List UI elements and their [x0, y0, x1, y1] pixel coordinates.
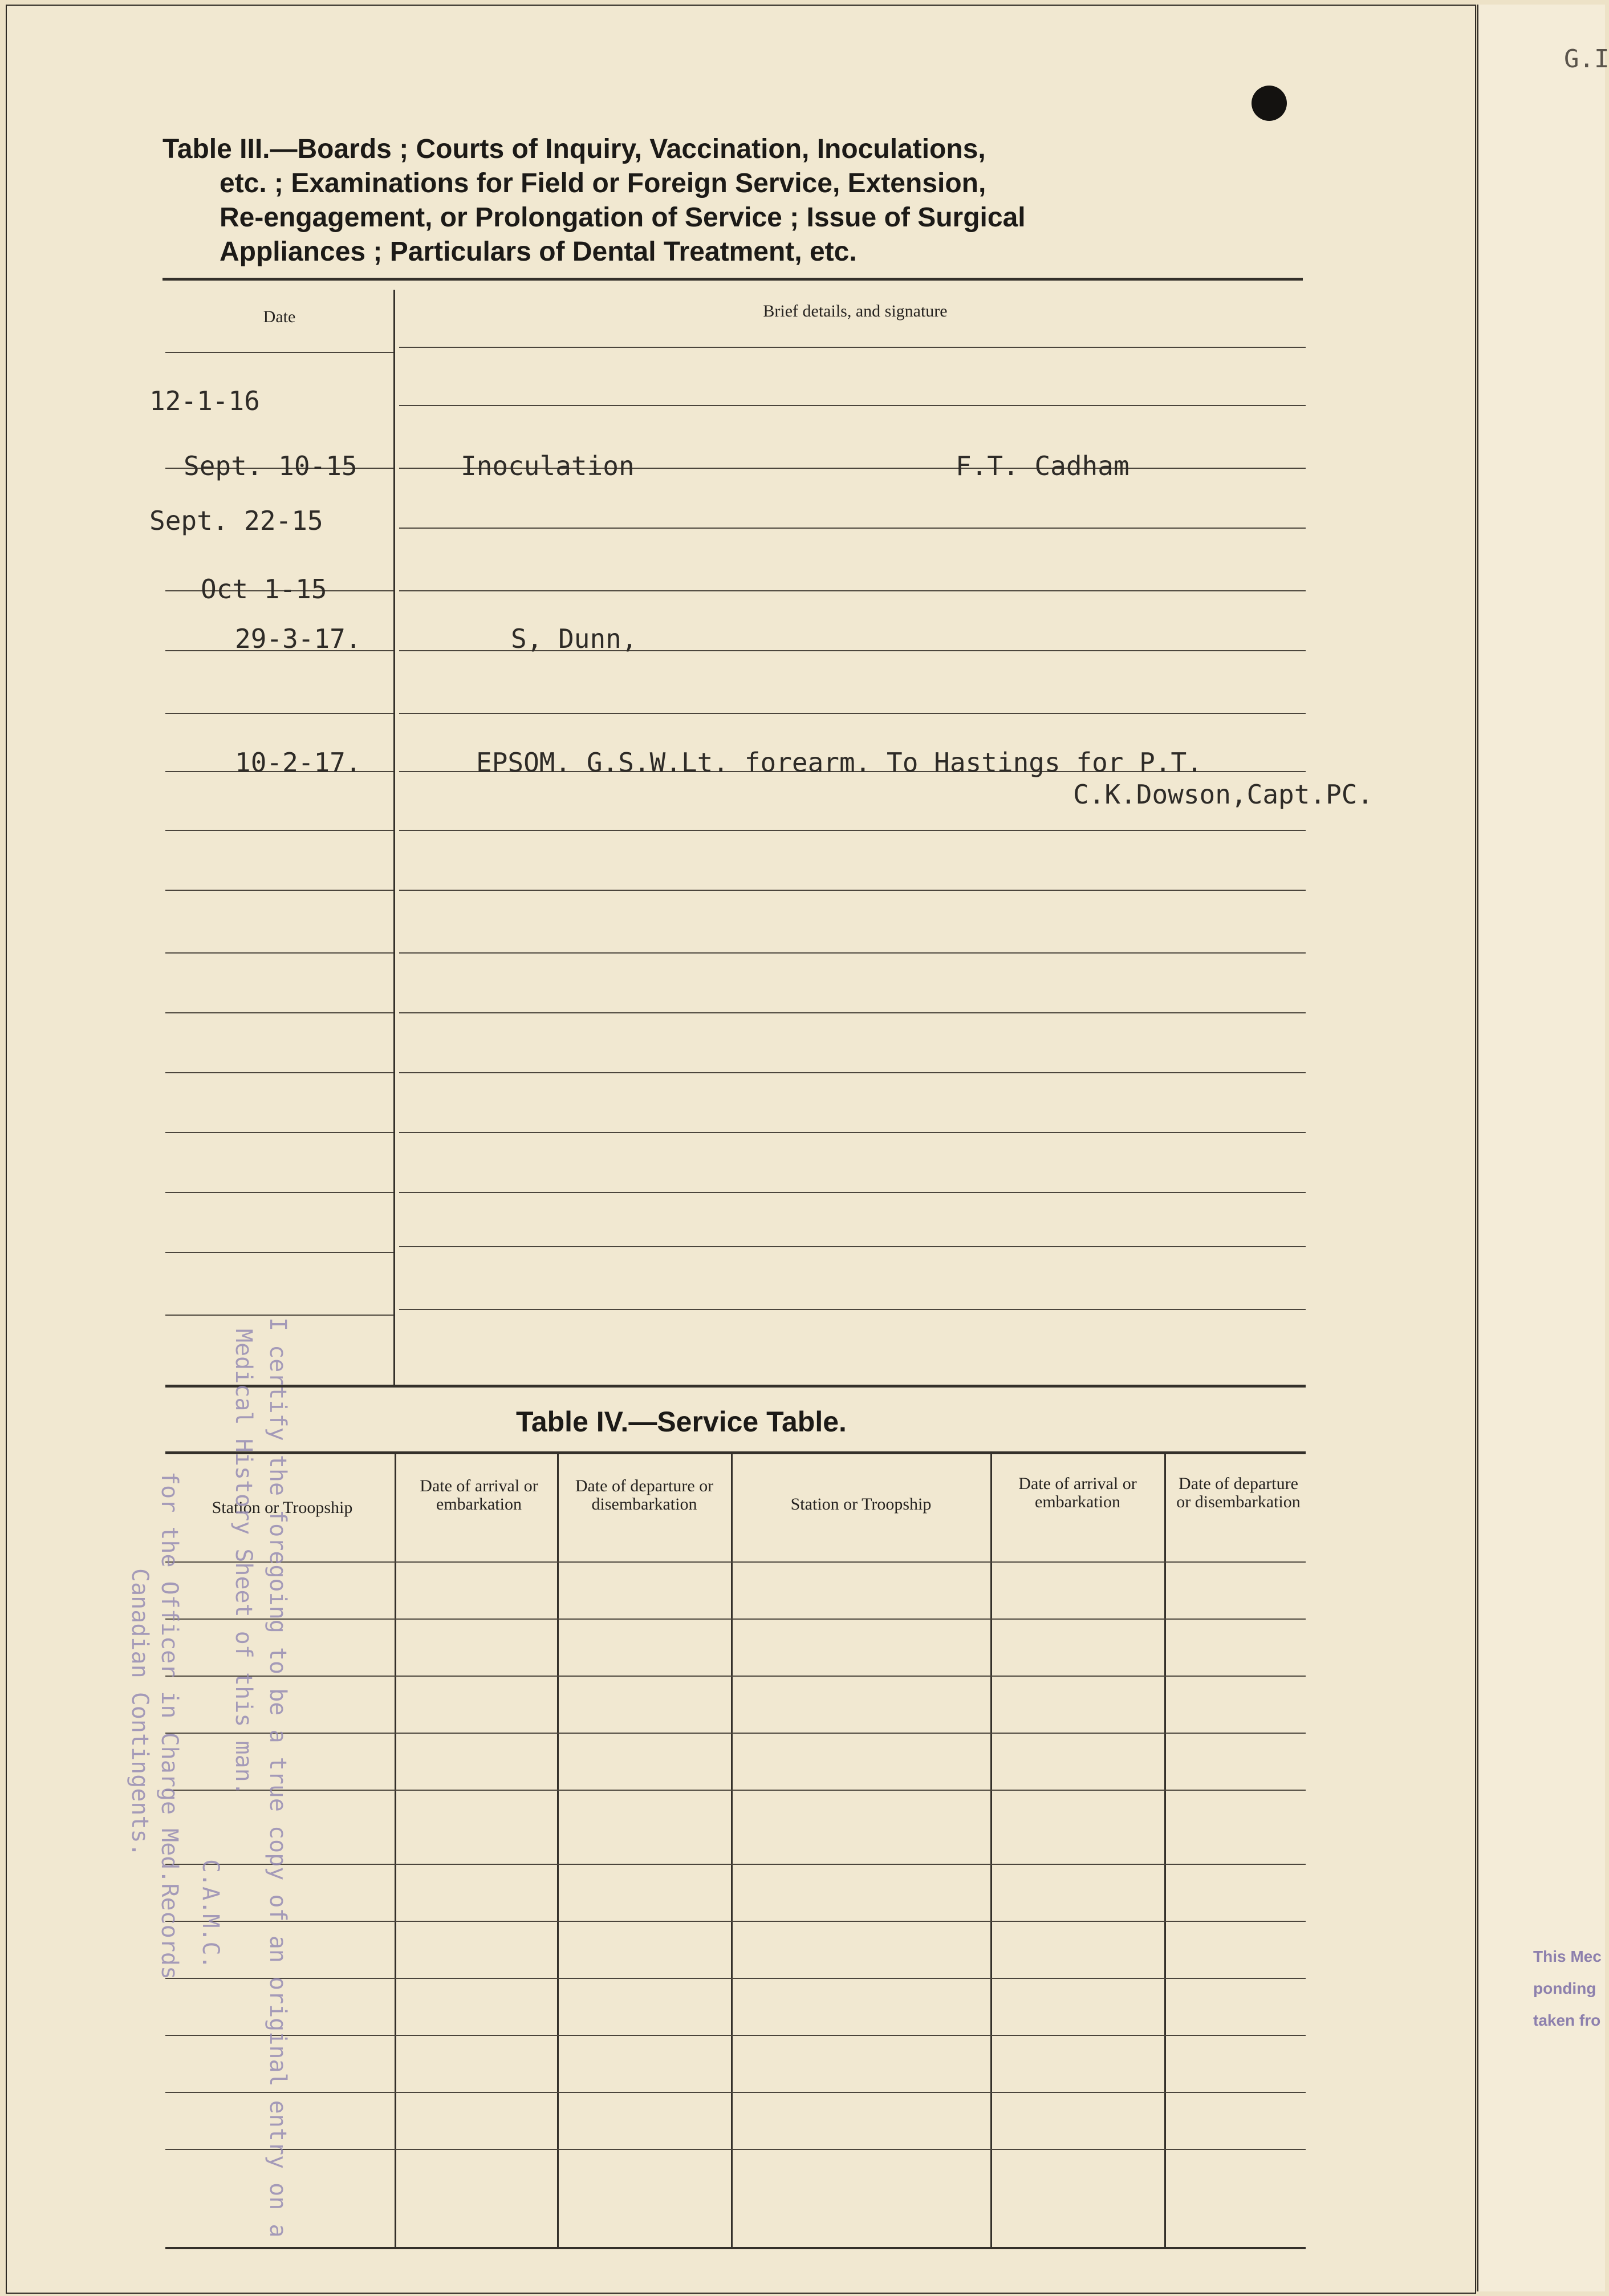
row-line	[165, 1012, 393, 1013]
table3-header-date: Date	[263, 307, 296, 326]
row-line	[399, 713, 1306, 714]
row-line	[165, 1733, 1306, 1734]
table3-title-line-4: Appliances ; Particulars of Dental Treatment, etc.	[220, 237, 857, 267]
row-line	[399, 1132, 1306, 1133]
table3-column-divider	[393, 290, 395, 1385]
row-line	[165, 1192, 393, 1193]
table4-column-divider	[990, 1453, 992, 2249]
row-line	[165, 713, 393, 714]
entry-details: S, Dunn,	[511, 623, 637, 654]
row-line	[399, 1246, 1306, 1247]
table4-top-rule	[165, 1451, 1306, 1454]
row-line	[399, 952, 1306, 954]
row-line	[165, 2035, 1306, 2036]
entry-date: 29-3-17.	[235, 623, 361, 654]
row-line	[399, 590, 1306, 591]
table4-column-divider	[1164, 1453, 1166, 2249]
entry-signature: F.T. Cadham	[956, 451, 1129, 481]
row-line	[165, 2092, 1306, 2093]
table3-title-line-2: etc. ; Examinations for Field or Foreign Service, Extension,	[220, 168, 986, 198]
row-line	[165, 1315, 393, 1316]
table4-header-arrival-1: Date of arrival or embarkation	[420, 1476, 538, 1514]
table4-header-departure-1: Date of departure or disembarkation	[575, 1476, 714, 1514]
row-line	[165, 830, 393, 831]
row-line	[165, 890, 393, 891]
entry-date: 12-1-16	[149, 386, 260, 416]
certification-stamp-line-4: Canadian Contingents.	[127, 1568, 153, 1857]
table4-header-station-2: Station or Troopship	[790, 1495, 932, 1514]
entry-date: 10-2-17.	[235, 747, 361, 778]
table3-bottom-rule	[165, 1385, 1306, 1388]
adjacent-page-note-1: This Mec	[1533, 1948, 1602, 1965]
table4-column-divider	[557, 1453, 559, 2249]
row-line	[165, 1676, 1306, 1677]
row-line	[165, 1921, 1306, 1922]
entry-date: Sept. 10-15	[184, 451, 357, 481]
row-line	[165, 1618, 1306, 1620]
row-line	[165, 1561, 1306, 1563]
entry-signature: C.K.Dowson,Capt.PC.	[1073, 779, 1374, 810]
row-line	[165, 1978, 1306, 1979]
adjacent-page-note-3: taken fro	[1533, 2011, 1601, 2029]
row-line	[165, 2149, 1306, 2150]
row-line	[399, 405, 1306, 406]
certification-stamp-line-3: for the Officer in Charge Med.Records	[156, 1471, 182, 1980]
row-line	[165, 1072, 393, 1073]
table4-column-divider	[731, 1453, 733, 2249]
row-line	[399, 830, 1306, 831]
row-line	[165, 352, 393, 353]
row-line	[165, 1790, 1306, 1791]
row-line	[399, 528, 1306, 529]
table4-column-divider	[395, 1453, 396, 2249]
table4-title: Table IV.—Service Table.	[516, 1406, 847, 1438]
table4-bottom-rule	[165, 2247, 1306, 2249]
certification-stamp-line-1: I certify the foregoing to be a true copy of an original entry on a	[265, 1317, 291, 2238]
table4-header-departure-2: Date of departure or disembarkation	[1176, 1474, 1301, 1511]
table4-header-station-1: Station or Troopship	[212, 1498, 353, 1517]
row-line	[165, 952, 393, 954]
adjacent-page-note-2: ponding	[1533, 1979, 1596, 1997]
entry-details: EPSOM. G.S.W.Lt. forearm. To Hastings for P.T.	[476, 747, 1202, 778]
document-page	[6, 5, 1476, 2294]
table3-title-line-3: Re-engagement, or Prolongation of Service ; Issue of Surgical	[220, 202, 1026, 233]
certification-stamp-line-5: C.A.M.C.	[197, 1859, 224, 1969]
entry-details: Inoculation	[461, 451, 635, 481]
row-line	[399, 890, 1306, 891]
row-line	[399, 1012, 1306, 1013]
table3-header-details: Brief details, and signature	[763, 302, 948, 321]
row-line	[399, 347, 1306, 348]
row-line	[399, 1072, 1306, 1073]
table4-header-arrival-2: Date of arrival or embarkation	[1018, 1474, 1137, 1511]
row-line	[399, 1309, 1306, 1310]
entry-date: Oct 1-15	[201, 574, 327, 605]
row-line	[399, 1192, 1306, 1193]
row-line	[165, 1132, 393, 1133]
row-line	[165, 1864, 1306, 1865]
entry-date: Sept. 22-15	[149, 505, 323, 536]
table3-title-line-1: Table III.—Boards ; Courts of Inquiry, Vaccination, Inoculations,	[162, 134, 986, 164]
binder-hole	[1252, 86, 1287, 121]
adjacent-page-label: G.I	[1564, 44, 1609, 74]
adjacent-page-edge	[1477, 5, 1609, 2291]
certification-stamp-line-2: Medical History Sheet of this man.	[230, 1329, 257, 1796]
row-line	[165, 1252, 393, 1253]
table3-top-rule	[162, 278, 1303, 281]
